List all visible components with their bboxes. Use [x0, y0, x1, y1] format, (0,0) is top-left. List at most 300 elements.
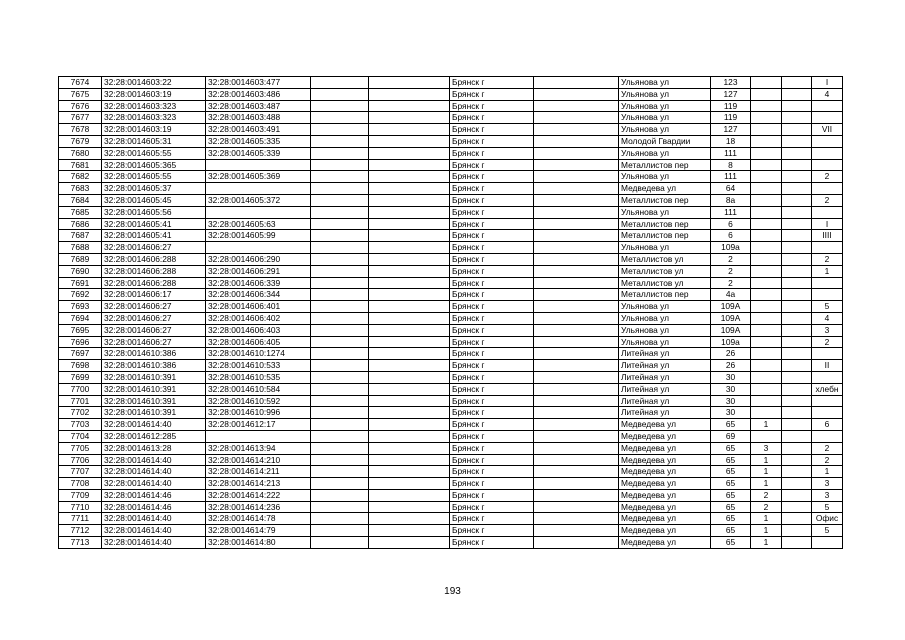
table-cell: 32:28:0014605:335 — [206, 135, 311, 147]
table-cell: 32:28:0014606:403 — [206, 324, 311, 336]
table-cell: 7681 — [59, 159, 102, 171]
table-cell — [534, 88, 619, 100]
table-cell — [369, 360, 450, 372]
table-cell: 7713 — [59, 537, 102, 549]
table-cell — [751, 265, 782, 277]
table-cell: 32:28:0014603:491 — [206, 124, 311, 136]
table-cell: 65 — [711, 454, 751, 466]
table-cell — [534, 265, 619, 277]
table-cell — [751, 371, 782, 383]
table-cell — [534, 489, 619, 501]
table-cell — [311, 442, 369, 454]
table-cell — [369, 277, 450, 289]
table-cell — [534, 147, 619, 159]
table-cell: Ульянова ул — [619, 124, 711, 136]
table-cell: II — [812, 360, 843, 372]
table-cell — [311, 454, 369, 466]
table-cell — [534, 383, 619, 395]
table-cell: 32:28:0014606:405 — [206, 336, 311, 348]
table-cell — [369, 466, 450, 478]
table-cell: 2 — [812, 454, 843, 466]
table-cell — [812, 395, 843, 407]
table-row — [59, 312, 843, 324]
table-cell: Медведева ул — [619, 419, 711, 431]
table-cell: 7699 — [59, 371, 102, 383]
table-cell — [369, 336, 450, 348]
table-cell — [782, 206, 812, 218]
table-cell: Металлистов пер — [619, 230, 711, 242]
table-cell: 2 — [751, 489, 782, 501]
table-cell: 32:28:0014614:222 — [206, 489, 311, 501]
table-cell: 2 — [812, 171, 843, 183]
table-cell: 32:28:0014610:391 — [102, 383, 206, 395]
table-cell — [369, 430, 450, 442]
table-cell: Брянск г — [450, 525, 534, 537]
table-cell: Брянск г — [450, 265, 534, 277]
table-cell: Ульянова ул — [619, 147, 711, 159]
table-cell: Медведева ул — [619, 525, 711, 537]
table-cell — [782, 301, 812, 313]
table-cell: 7706 — [59, 454, 102, 466]
table-cell: Медведева ул — [619, 513, 711, 525]
table-cell — [311, 383, 369, 395]
table-cell — [534, 407, 619, 419]
table-cell — [311, 395, 369, 407]
table-cell: 30 — [711, 383, 751, 395]
table-cell: 7707 — [59, 466, 102, 478]
table-cell — [311, 289, 369, 301]
table-cell: 32:28:0014605:37 — [102, 183, 206, 195]
table-cell: Ульянова ул — [619, 324, 711, 336]
table-cell: 65 — [711, 466, 751, 478]
table-cell — [751, 135, 782, 147]
table-cell: 111 — [711, 147, 751, 159]
table-cell — [369, 489, 450, 501]
table-cell: Брянск г — [450, 171, 534, 183]
table-cell: 7712 — [59, 525, 102, 537]
table-cell: Ульянова ул — [619, 171, 711, 183]
table-cell: 1 — [812, 265, 843, 277]
table-cell — [782, 466, 812, 478]
table-cell — [812, 289, 843, 301]
table-cell: 32:28:0014606:339 — [206, 277, 311, 289]
table-cell: 32:28:0014614:40 — [102, 454, 206, 466]
table-cell — [534, 336, 619, 348]
table-cell: 32:28:0014606:291 — [206, 265, 311, 277]
table-cell — [534, 206, 619, 218]
table-cell: хлебн — [812, 383, 843, 395]
table-cell: Брянск г — [450, 124, 534, 136]
table-cell: 2 — [711, 277, 751, 289]
table-cell — [534, 430, 619, 442]
table-cell: 7683 — [59, 183, 102, 195]
table-cell — [311, 324, 369, 336]
table-row — [59, 171, 843, 183]
table-cell: Брянск г — [450, 513, 534, 525]
table-cell: 7686 — [59, 218, 102, 230]
table-cell — [782, 348, 812, 360]
table-cell — [369, 265, 450, 277]
table-cell: Брянск г — [450, 360, 534, 372]
table-cell: Медведева ул — [619, 501, 711, 513]
table-cell — [534, 442, 619, 454]
table-cell — [751, 183, 782, 195]
table-cell — [369, 253, 450, 265]
table-cell: 7701 — [59, 395, 102, 407]
table-cell: Ульянова ул — [619, 100, 711, 112]
table-cell: 7685 — [59, 206, 102, 218]
table-cell: Ульянова ул — [619, 206, 711, 218]
table-cell — [534, 242, 619, 254]
table-cell — [751, 112, 782, 124]
table-cell — [782, 478, 812, 490]
table-cell — [369, 383, 450, 395]
table-cell: Литейная ул — [619, 383, 711, 395]
table-cell — [206, 206, 311, 218]
table-row — [59, 419, 843, 431]
table-cell: Брянск г — [450, 194, 534, 206]
table-cell — [782, 513, 812, 525]
table-cell — [782, 501, 812, 513]
table-row — [59, 183, 843, 195]
table-cell — [534, 194, 619, 206]
table-cell: 2 — [812, 442, 843, 454]
table-row — [59, 454, 843, 466]
table-cell — [782, 194, 812, 206]
table-cell: 32:28:0014612:17 — [206, 419, 311, 431]
table-cell — [751, 348, 782, 360]
table-cell — [751, 430, 782, 442]
table-cell — [311, 513, 369, 525]
table-cell — [311, 525, 369, 537]
table-cell: 32:28:0014614:40 — [102, 466, 206, 478]
table-cell: 111 — [711, 171, 751, 183]
table-cell — [782, 371, 812, 383]
table-cell — [369, 147, 450, 159]
table-cell: Медведева ул — [619, 489, 711, 501]
table-cell — [782, 442, 812, 454]
table-row — [59, 289, 843, 301]
table-cell — [782, 395, 812, 407]
table-cell: 32:28:0014614:40 — [102, 537, 206, 549]
table-cell — [311, 242, 369, 254]
table-row — [59, 112, 843, 124]
table-cell: 32:28:0014606:27 — [102, 242, 206, 254]
table-row — [59, 348, 843, 360]
table-cell: Металлистов ул — [619, 277, 711, 289]
table-cell: 65 — [711, 478, 751, 490]
table-cell: Металлистов пер — [619, 289, 711, 301]
table-cell — [369, 501, 450, 513]
table-cell: 32:28:0014614:210 — [206, 454, 311, 466]
table-cell: 7711 — [59, 513, 102, 525]
table-row — [59, 218, 843, 230]
table-cell — [369, 454, 450, 466]
table-cell: 7678 — [59, 124, 102, 136]
table-cell — [369, 112, 450, 124]
table-cell — [534, 135, 619, 147]
table-cell — [369, 77, 450, 89]
table-cell — [782, 230, 812, 242]
table-row — [59, 336, 843, 348]
table-cell: 32:28:0014614:80 — [206, 537, 311, 549]
table-cell: 32:28:0014614:40 — [102, 478, 206, 490]
table-cell: 32:28:0014606:27 — [102, 336, 206, 348]
table-cell: 32:28:0014606:288 — [102, 265, 206, 277]
table-cell: 3 — [812, 478, 843, 490]
table-cell — [311, 171, 369, 183]
table-row — [59, 230, 843, 242]
table-cell: 7702 — [59, 407, 102, 419]
table-cell: Ульянова ул — [619, 88, 711, 100]
table-cell: 2 — [711, 265, 751, 277]
table-cell: 32:28:0014614:79 — [206, 525, 311, 537]
table-cell — [369, 348, 450, 360]
table-cell: 7704 — [59, 430, 102, 442]
table-cell — [369, 301, 450, 313]
table-cell — [311, 159, 369, 171]
table-cell — [782, 242, 812, 254]
table-cell — [782, 124, 812, 136]
table-cell: 2 — [812, 253, 843, 265]
table-cell — [534, 466, 619, 478]
table-cell — [782, 430, 812, 442]
table-cell: 32:28:0014605:41 — [102, 230, 206, 242]
table-cell — [751, 230, 782, 242]
table-cell — [369, 419, 450, 431]
table-cell — [751, 218, 782, 230]
table-cell — [311, 194, 369, 206]
table-cell: 32:28:0014603:323 — [102, 112, 206, 124]
table-cell — [311, 430, 369, 442]
table-cell: 7690 — [59, 265, 102, 277]
table-cell: Брянск г — [450, 501, 534, 513]
table-cell — [369, 513, 450, 525]
table-cell: 26 — [711, 360, 751, 372]
table-cell: Ульянова ул — [619, 77, 711, 89]
table-cell: 32:28:0014614:40 — [102, 419, 206, 431]
table-cell: Брянск г — [450, 489, 534, 501]
table-row — [59, 360, 843, 372]
table-cell: 64 — [711, 183, 751, 195]
table-cell — [534, 478, 619, 490]
table-cell: 1 — [751, 478, 782, 490]
table-cell — [751, 395, 782, 407]
table-cell — [751, 383, 782, 395]
table-cell: 7680 — [59, 147, 102, 159]
table-cell: Медведева ул — [619, 537, 711, 549]
table-row — [59, 265, 843, 277]
table-row — [59, 206, 843, 218]
table-cell: Молодой Гвардии — [619, 135, 711, 147]
table-cell — [206, 430, 311, 442]
table-cell — [369, 194, 450, 206]
table-cell — [534, 525, 619, 537]
table-cell: 7693 — [59, 301, 102, 313]
table-cell — [812, 242, 843, 254]
table-cell: 3 — [812, 489, 843, 501]
table-cell: Брянск г — [450, 324, 534, 336]
table-cell: Брянск г — [450, 348, 534, 360]
table-cell — [369, 88, 450, 100]
table-cell: 32:28:0014614:40 — [102, 525, 206, 537]
table-cell: Брянск г — [450, 395, 534, 407]
table-cell: 32:28:0014606:402 — [206, 312, 311, 324]
table-cell: Брянск г — [450, 336, 534, 348]
table-cell — [751, 324, 782, 336]
table-cell — [369, 312, 450, 324]
table-cell: 7697 — [59, 348, 102, 360]
table-cell — [534, 513, 619, 525]
table-cell — [311, 124, 369, 136]
table-cell: Брянск г — [450, 478, 534, 490]
table-cell: 1 — [751, 513, 782, 525]
table-cell: 32:28:0014614:78 — [206, 513, 311, 525]
table-cell — [751, 171, 782, 183]
table-cell: 32:28:0014603:487 — [206, 100, 311, 112]
table-cell: Брянск г — [450, 88, 534, 100]
table-cell — [751, 159, 782, 171]
table-cell — [812, 348, 843, 360]
table-cell: 32:28:0014612:285 — [102, 430, 206, 442]
table-cell: 32:28:0014614:40 — [102, 513, 206, 525]
table-cell — [534, 124, 619, 136]
table-cell — [751, 253, 782, 265]
table-cell — [534, 100, 619, 112]
table-cell: 1 — [751, 419, 782, 431]
table-cell — [534, 501, 619, 513]
table-cell: 32:28:0014610:996 — [206, 407, 311, 419]
table-row — [59, 383, 843, 395]
table-cell: 65 — [711, 489, 751, 501]
table-cell — [782, 147, 812, 159]
table-cell: 65 — [711, 419, 751, 431]
table-cell: 65 — [711, 501, 751, 513]
table-cell — [369, 171, 450, 183]
table-cell — [311, 253, 369, 265]
table-cell: 7700 — [59, 383, 102, 395]
table-cell: 7677 — [59, 112, 102, 124]
table-cell: Литейная ул — [619, 371, 711, 383]
table-row — [59, 253, 843, 265]
table-cell: 65 — [711, 537, 751, 549]
table-cell: 7676 — [59, 100, 102, 112]
table-row — [59, 242, 843, 254]
table-cell: I — [812, 218, 843, 230]
table-cell: 119 — [711, 112, 751, 124]
table-cell: 32:28:0014610:391 — [102, 407, 206, 419]
table-cell: 32:28:0014606:290 — [206, 253, 311, 265]
table-cell: 7688 — [59, 242, 102, 254]
table-cell: 5 — [812, 501, 843, 513]
table-cell — [369, 218, 450, 230]
table-cell: 32:28:0014610:386 — [102, 360, 206, 372]
table-cell — [534, 312, 619, 324]
table-cell — [311, 360, 369, 372]
table-cell — [534, 324, 619, 336]
table-cell: 32:28:0014603:19 — [102, 88, 206, 100]
table-cell — [751, 407, 782, 419]
table-cell: 32:28:0014603:477 — [206, 77, 311, 89]
table-cell — [782, 112, 812, 124]
table-cell — [812, 135, 843, 147]
table-cell: 7679 — [59, 135, 102, 147]
table-cell — [311, 419, 369, 431]
table-row — [59, 478, 843, 490]
table-cell — [812, 183, 843, 195]
table-cell — [311, 206, 369, 218]
table-cell: Брянск г — [450, 301, 534, 313]
table-cell — [534, 289, 619, 301]
table-cell — [311, 336, 369, 348]
table-cell — [534, 183, 619, 195]
table-cell — [534, 454, 619, 466]
table-cell — [534, 77, 619, 89]
table-cell: 7684 — [59, 194, 102, 206]
table-row — [59, 88, 843, 100]
cadastral-table — [58, 76, 843, 549]
table-cell — [311, 183, 369, 195]
table-cell: 7703 — [59, 419, 102, 431]
table-cell: 32:28:0014606:344 — [206, 289, 311, 301]
table-cell — [311, 478, 369, 490]
table-cell — [751, 336, 782, 348]
table-cell: 30 — [711, 407, 751, 419]
table-row — [59, 430, 843, 442]
table-cell — [311, 77, 369, 89]
table-cell — [782, 525, 812, 537]
table-cell: 32:28:0014606:27 — [102, 312, 206, 324]
table-cell — [782, 277, 812, 289]
table-cell: VII — [812, 124, 843, 136]
table-cell — [751, 289, 782, 301]
table-cell: 32:28:0014605:63 — [206, 218, 311, 230]
table-cell: 32:28:0014614:211 — [206, 466, 311, 478]
table-cell: 7708 — [59, 478, 102, 490]
table-cell: 5 — [812, 525, 843, 537]
table-cell: 2 — [751, 501, 782, 513]
page-number: 193 — [444, 586, 461, 597]
table-cell: Брянск г — [450, 537, 534, 549]
table-row — [59, 135, 843, 147]
table-cell: 109А — [711, 324, 751, 336]
table-cell — [782, 77, 812, 89]
table-cell: 30 — [711, 395, 751, 407]
table-cell: 32:28:0014610:535 — [206, 371, 311, 383]
table-cell: 32:28:0014605:372 — [206, 194, 311, 206]
table-cell: Литейная ул — [619, 348, 711, 360]
table-cell — [534, 395, 619, 407]
table-cell — [534, 277, 619, 289]
table-cell: 127 — [711, 88, 751, 100]
table-cell: 32:28:0014610:386 — [102, 348, 206, 360]
table-cell — [782, 88, 812, 100]
table-cell — [534, 253, 619, 265]
table-cell — [751, 360, 782, 372]
table-row — [59, 489, 843, 501]
table-cell — [534, 301, 619, 313]
table-cell: Брянск г — [450, 466, 534, 478]
table-cell: 32:28:0014603:486 — [206, 88, 311, 100]
table-cell — [369, 242, 450, 254]
table-cell — [751, 88, 782, 100]
table-row — [59, 147, 843, 159]
table-cell: 1 — [751, 525, 782, 537]
table-cell — [782, 360, 812, 372]
table-cell: 2 — [812, 194, 843, 206]
table-cell — [369, 537, 450, 549]
table-cell: 7695 — [59, 324, 102, 336]
